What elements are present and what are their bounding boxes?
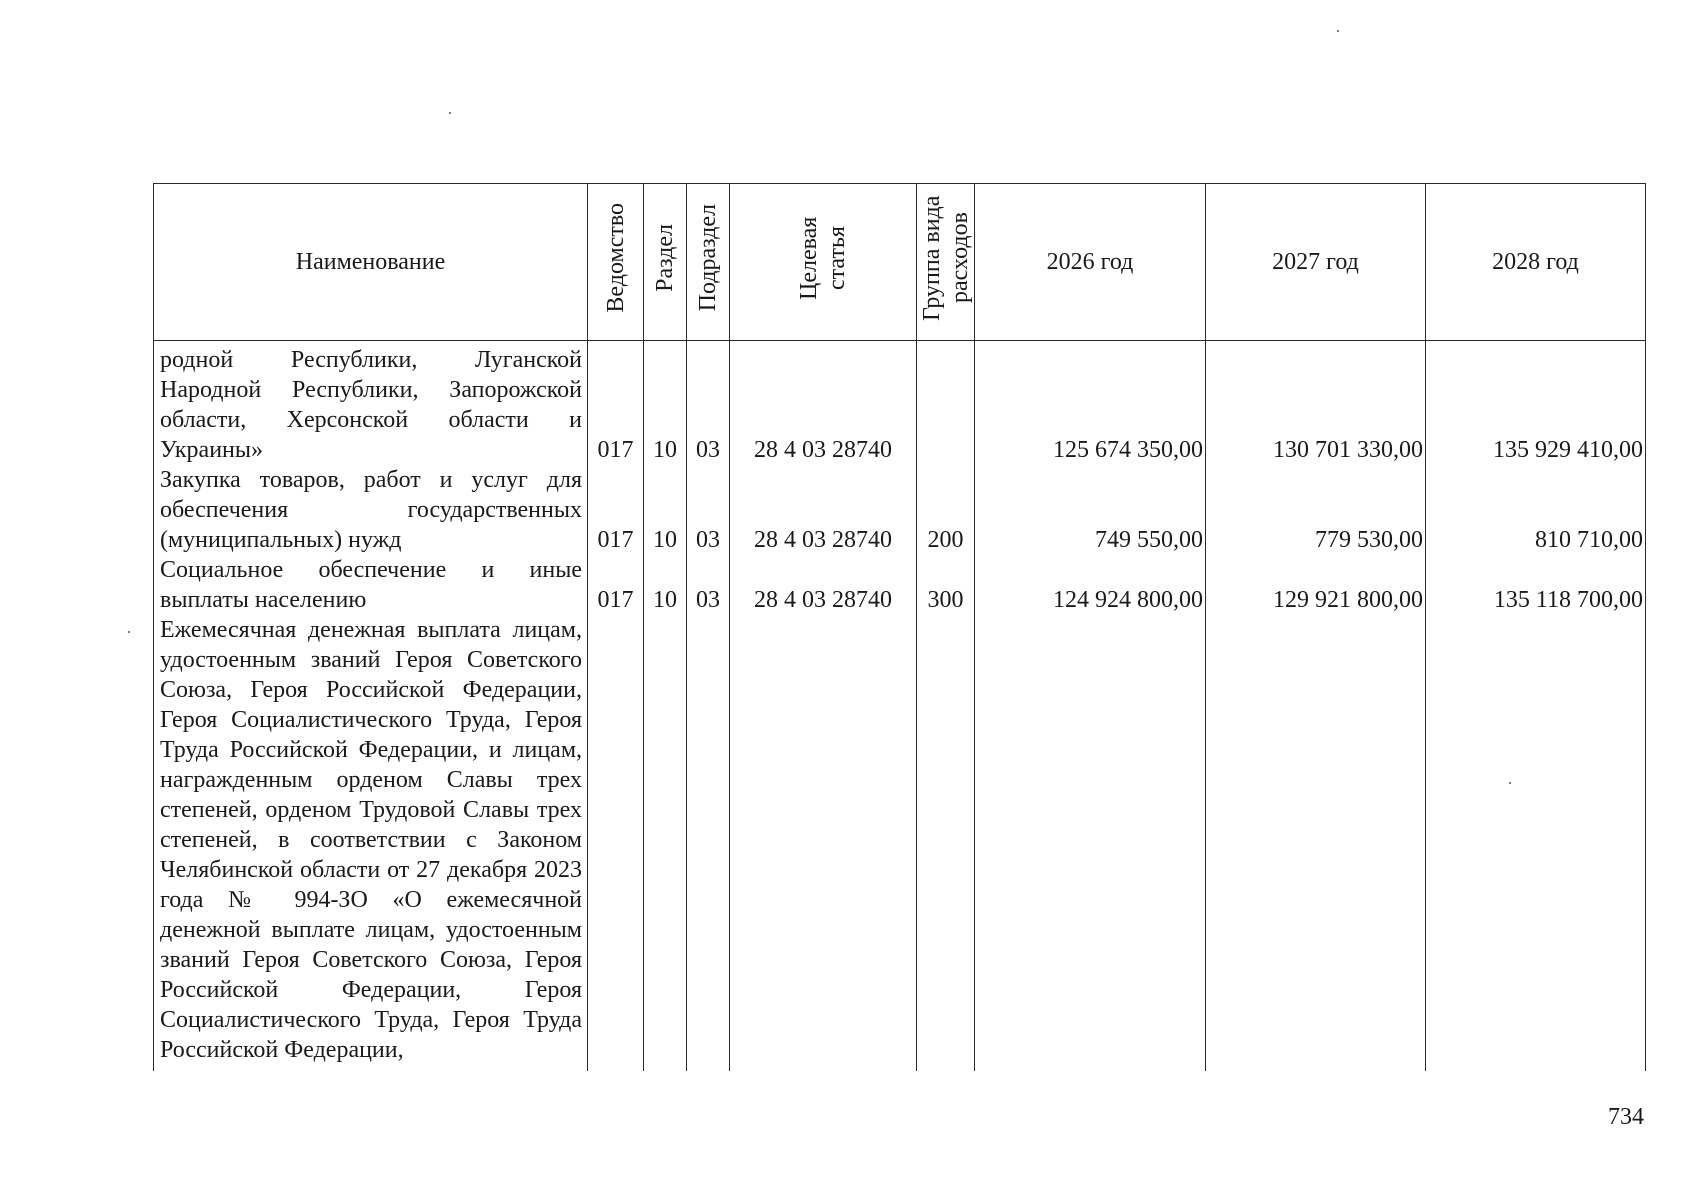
row-expense-group: 200 bbox=[917, 465, 975, 555]
row-subsection: 03 bbox=[687, 555, 730, 615]
row-department: 017 bbox=[588, 465, 644, 555]
row-department: 017 bbox=[588, 341, 644, 466]
row-amount-2026: 125 674 350,00 bbox=[975, 341, 1206, 466]
header-section: Раздел bbox=[644, 184, 687, 341]
row-target-item bbox=[730, 615, 917, 1065]
budget-table bbox=[153, 183, 1646, 1071]
row-expense-group: 300 bbox=[917, 555, 975, 615]
row-section: 10 bbox=[644, 555, 687, 615]
header-year-2028: 2028 год bbox=[1426, 184, 1646, 341]
row-section: 10 bbox=[644, 465, 687, 555]
scan-speck bbox=[1509, 782, 1511, 784]
row-name: родной Республики, Луганской Народной Республики, Запорожской области, Херсонской области и Украины» bbox=[154, 341, 588, 466]
table-row bbox=[154, 465, 1646, 555]
page-number: 734 bbox=[1608, 1104, 1644, 1130]
row-department bbox=[588, 615, 644, 1065]
row-amount-2026: 124 924 800,00 bbox=[975, 555, 1206, 615]
header-department: Ведомство bbox=[588, 184, 644, 341]
row-amount-2026: 749 550,00 bbox=[975, 465, 1206, 555]
scan-speck bbox=[449, 112, 451, 114]
row-amount-2026 bbox=[975, 615, 1206, 1065]
row-name: Социальное обеспечение и иные выплаты населению bbox=[154, 555, 588, 615]
row-subsection: 03 bbox=[687, 465, 730, 555]
header-year-2026: 2026 год bbox=[975, 184, 1206, 341]
header-expense-group: Группа вида расходов bbox=[917, 184, 975, 341]
row-subsection: 03 bbox=[687, 341, 730, 466]
table-row bbox=[154, 555, 1646, 615]
table-row bbox=[154, 341, 1646, 466]
row-subsection bbox=[687, 615, 730, 1065]
header-subsection: Подраздел bbox=[687, 184, 730, 341]
row-amount-2028: 135 929 410,00 bbox=[1426, 341, 1646, 466]
row-target-item: 28 4 03 28740 bbox=[730, 341, 917, 466]
row-expense-group bbox=[917, 341, 975, 466]
row-amount-2027 bbox=[1206, 615, 1426, 1065]
row-section: 10 bbox=[644, 341, 687, 466]
row-amount-2028: 810 710,00 bbox=[1426, 465, 1646, 555]
header-name: Наименование bbox=[154, 184, 588, 341]
row-amount-2027: 129 921 800,00 bbox=[1206, 555, 1426, 615]
table-row bbox=[154, 615, 1646, 1065]
row-amount-2028 bbox=[1426, 615, 1646, 1065]
row-section bbox=[644, 615, 687, 1065]
row-target-item: 28 4 03 28740 bbox=[730, 555, 917, 615]
row-department: 017 bbox=[588, 555, 644, 615]
row-amount-2027: 130 701 330,00 bbox=[1206, 341, 1426, 466]
scan-speck bbox=[128, 631, 130, 633]
header-target-item: Целевая статья bbox=[730, 184, 917, 341]
header-year-2027: 2027 год bbox=[1206, 184, 1426, 341]
table-header bbox=[154, 184, 1646, 341]
row-expense-group bbox=[917, 615, 975, 1065]
row-name: Ежемесячная денежная выплата лицам, удостоенным званий Героя Советского Союза, Героя Российской Федерации, Героя Социалистического Труда, Героя Труда Российской Федерации, и лицам, награжденным орденом Славы трех степеней, орденом Трудовой Славы трех степеней, в соответствии с Законом Челябинской области от 27 декабря 2023 года № 994-ЗО «О ежемесячной денежной выплате лицам, удостоенным званий Героя Советского Союза, Героя Российской Федерации, Героя Социалистического Труда, Героя Труда Российской Федерации, bbox=[154, 615, 588, 1065]
scan-speck bbox=[1337, 30, 1339, 32]
row-target-item: 28 4 03 28740 bbox=[730, 465, 917, 555]
row-name: Закупка товаров, работ и услуг для обеспечения государственных (муниципальных) нужд bbox=[154, 465, 588, 555]
table-continuation bbox=[154, 1065, 1646, 1071]
row-amount-2028: 135 118 700,00 bbox=[1426, 555, 1646, 615]
row-amount-2027: 779 530,00 bbox=[1206, 465, 1426, 555]
